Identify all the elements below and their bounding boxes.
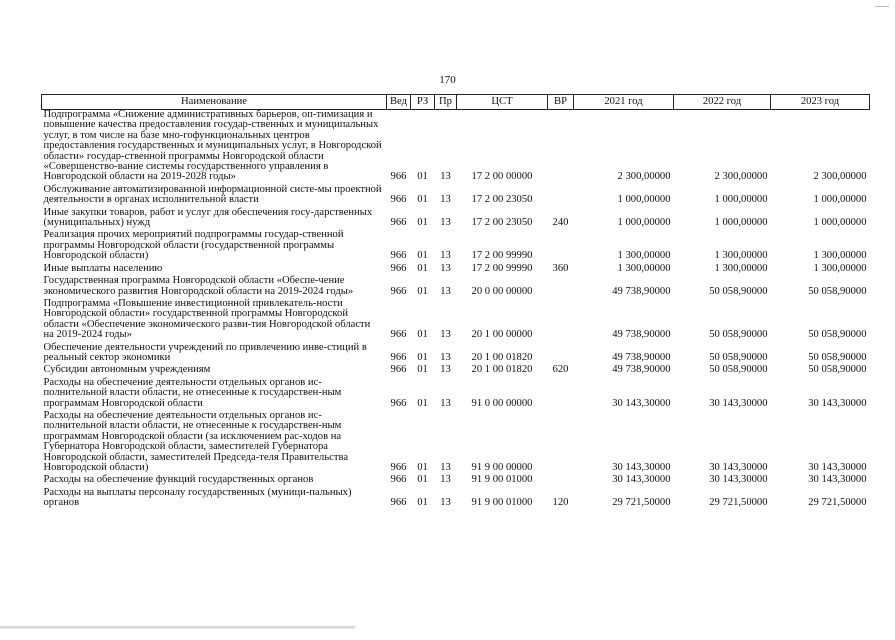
row-rz: 01	[417, 217, 428, 229]
row-cst: 17 2 00 23050	[471, 194, 533, 206]
row-ved: 966	[390, 250, 407, 262]
table-row	[42, 376, 870, 409]
row-amount-2021: 30 143,30000	[612, 462, 671, 473]
row-cst: 91 9 00 01000	[471, 497, 533, 509]
header-2023: 2023 год	[771, 95, 870, 110]
table-row	[42, 409, 870, 473]
row-cst: 91 0 00 00000	[471, 397, 533, 409]
table-row	[42, 228, 870, 261]
row-vr	[548, 228, 574, 261]
row-amount-2023: 50 058,90000	[808, 285, 867, 297]
row-pr: 13	[440, 250, 451, 262]
row-cst: 91 9 00 00000	[471, 462, 533, 473]
row-cst: 17 2 00 99990	[471, 250, 533, 262]
row-amount-2023: 50 058,90000	[808, 329, 867, 341]
row-pr: 13	[440, 474, 451, 486]
row-rz: 01	[417, 351, 428, 363]
table-row	[42, 473, 870, 485]
header-pr: Пр	[435, 95, 457, 110]
row-pr: 13	[440, 364, 451, 376]
row-amount-2021: 49 738,90000	[612, 351, 671, 363]
row-amount-2022: 50 058,90000	[709, 329, 768, 341]
table-row	[42, 486, 870, 509]
row-rz: 01	[417, 397, 428, 409]
row-cst: 20 1 00 01820	[471, 364, 533, 376]
scan-edge-artifact	[0, 626, 355, 629]
row-amount-2021: 49 738,90000	[612, 364, 671, 376]
row-rz: 01	[417, 262, 428, 274]
row-pr: 13	[440, 194, 451, 206]
row-amount-2022: 1 000,00000	[714, 217, 768, 229]
row-amount-2023: 30 143,30000	[808, 462, 867, 473]
row-name: Обслуживание автоматизированной информационной систе-мы проектной деятельности в органах исполнительной власти	[43, 183, 382, 206]
table-row	[42, 206, 870, 229]
row-cst: 20 1 00 00000	[471, 329, 533, 341]
row-vr	[548, 183, 574, 206]
row-amount-2023: 30 143,30000	[808, 397, 867, 409]
row-amount-2021: 2 300,00000	[617, 171, 671, 183]
table-header-row	[42, 95, 870, 110]
row-ved: 966	[390, 497, 407, 509]
row-vr	[548, 110, 574, 183]
header-2021: 2021 год	[574, 95, 674, 110]
row-pr: 13	[440, 171, 451, 183]
row-amount-2022: 50 058,90000	[709, 285, 768, 297]
row-vr	[548, 409, 574, 473]
row-amount-2021: 29 721,50000	[612, 497, 671, 509]
row-vr: 620	[552, 364, 569, 376]
row-name: Иные закупки товаров, работ и услуг для обеспечения госу-дарственных (муниципальных) нужд	[43, 206, 373, 229]
row-name: Субсидии автономным учреждениям	[43, 364, 211, 376]
row-amount-2022: 1 000,00000	[714, 194, 768, 206]
table-row	[42, 110, 870, 183]
row-pr: 13	[440, 217, 451, 229]
row-ved: 966	[390, 329, 407, 341]
row-amount-2022: 1 300,00000	[714, 262, 768, 274]
row-ved: 966	[390, 351, 407, 363]
row-amount-2022: 30 143,30000	[709, 474, 768, 486]
table-row	[42, 262, 870, 274]
row-name: Подпрограмма «Повышение инвестиционной привлекатель-ности Новгородской области» государственной программы Новгородской области «Обеспечение экономического разви-тия Новгородской области на 2019-2024 годы»	[43, 297, 371, 341]
row-pr: 13	[440, 329, 451, 341]
row-name: Подпрограмма «Снижение административных барьеров, оп-тимизация и повышение качества предоставления государ-ственных и муниципальных услуг, в том числе на базе мно-гофункциональных центров предоставления государственных и муниципальных услуг, в Новгородской области» государ-ственной программы Новгородской области «Совершенство-вание системы государственного управления в Новгородской области на 2019-2028 годы»	[43, 109, 382, 183]
row-vr: 360	[552, 262, 569, 274]
row-rz: 01	[417, 329, 428, 341]
row-name: Государственная программа Новгородской области «Обеспе-чение экономического развития Новгородской области на 2019-2024 годы»	[43, 275, 354, 297]
row-ved: 966	[390, 285, 407, 297]
row-cst: 91 9 00 01000	[471, 474, 533, 486]
row-name: Расходы на выплаты персоналу государственных (муници-пальных) органов	[43, 486, 352, 509]
row-amount-2022: 30 143,30000	[709, 397, 768, 409]
row-amount-2022: 50 058,90000	[709, 351, 768, 363]
row-name: Обеспечение деятельности учреждений по привлечению инве-стиций в реальный сектор экономики	[43, 341, 367, 363]
row-vr: 120	[552, 497, 569, 509]
row-name: Реализация прочих мероприятий подпрограммы государ-ственной программы Новгородской области (государственной программы Новгородской области)	[43, 229, 344, 262]
budget-table	[41, 94, 870, 509]
row-rz: 01	[417, 462, 428, 473]
row-amount-2021: 30 143,30000	[612, 474, 671, 486]
row-rz: 01	[417, 474, 428, 486]
row-amount-2021: 49 738,90000	[612, 329, 671, 341]
header-cst: ЦСТ	[457, 95, 548, 110]
row-cst: 17 2 00 00000	[471, 171, 533, 183]
row-vr: 240	[552, 217, 569, 229]
table-row	[42, 341, 870, 364]
row-pr: 13	[440, 351, 451, 363]
row-amount-2022: 2 300,00000	[714, 171, 768, 183]
row-amount-2021: 1 300,00000	[617, 250, 671, 262]
header-name: Наименование	[42, 95, 387, 110]
header-2022: 2022 год	[674, 95, 771, 110]
row-pr: 13	[440, 262, 451, 274]
row-pr: 13	[440, 397, 451, 409]
row-cst: 17 2 00 23050	[471, 217, 533, 229]
row-ved: 966	[390, 262, 407, 274]
row-vr	[548, 297, 574, 341]
table-row	[42, 274, 870, 297]
row-pr: 13	[440, 497, 451, 509]
header-ved: Вед	[387, 95, 411, 110]
row-vr	[548, 473, 574, 485]
row-rz: 01	[417, 285, 428, 297]
row-ved: 966	[390, 364, 407, 376]
row-rz: 01	[417, 194, 428, 206]
row-pr: 13	[440, 285, 451, 297]
header-rz: РЗ	[411, 95, 435, 110]
row-pr: 13	[440, 462, 451, 473]
row-amount-2022: 30 143,30000	[709, 462, 768, 473]
table-row	[42, 297, 870, 341]
row-ved: 966	[390, 474, 407, 486]
row-amount-2023: 1 300,00000	[813, 250, 867, 262]
row-amount-2023: 30 143,30000	[808, 474, 867, 486]
row-rz: 01	[417, 497, 428, 509]
row-ved: 966	[390, 397, 407, 409]
row-ved: 966	[390, 171, 407, 183]
row-amount-2021: 30 143,30000	[612, 397, 671, 409]
row-vr	[548, 274, 574, 297]
table-row	[42, 363, 870, 375]
row-amount-2023: 1 300,00000	[813, 262, 867, 274]
row-name: Иные выплаты населению	[43, 262, 163, 274]
row-amount-2023: 50 058,90000	[808, 364, 867, 376]
scan-corner-mark	[875, 6, 889, 13]
row-amount-2021: 1 000,00000	[617, 217, 671, 229]
row-vr	[548, 376, 574, 409]
row-name: Расходы на обеспечение деятельности отдельных органов ис-полнительной власти области, не отнесенные к государствен-ным программам Новгородской области	[43, 376, 342, 409]
row-cst: 20 0 00 00000	[471, 285, 533, 297]
row-cst: 17 2 00 99990	[471, 262, 533, 274]
row-name: Расходы на обеспечение функций государственных органов	[43, 474, 314, 486]
row-amount-2021: 1 300,00000	[617, 262, 671, 274]
row-ved: 966	[390, 462, 407, 473]
row-cst: 20 1 00 01820	[471, 351, 533, 363]
table-row	[42, 183, 870, 206]
row-ved: 966	[390, 194, 407, 206]
row-amount-2023: 2 300,00000	[813, 171, 867, 183]
row-ved: 966	[390, 217, 407, 229]
row-amount-2022: 1 300,00000	[714, 250, 768, 262]
row-rz: 01	[417, 250, 428, 262]
row-amount-2023: 1 000,00000	[813, 217, 867, 229]
row-rz: 01	[417, 171, 428, 183]
row-amount-2022: 29 721,50000	[709, 497, 768, 509]
row-amount-2021: 1 000,00000	[617, 194, 671, 206]
row-amount-2022: 50 058,90000	[709, 364, 768, 376]
row-vr	[548, 341, 574, 364]
row-amount-2023: 1 000,00000	[813, 194, 867, 206]
page-number: 170	[439, 74, 456, 86]
row-rz: 01	[417, 364, 428, 376]
row-amount-2023: 50 058,90000	[808, 351, 867, 363]
header-vr: ВР	[548, 95, 574, 110]
row-name: Расходы на обеспечение деятельности отдельных органов ис-полнительной власти области, не отнесенные к государствен-ным программам Новгородской области (за исключением рас-ходов на Губернатора Новгородской области, заместителей Губернатора Новгородской области, заместителей Председа-теля Правительства Новгородской области)	[43, 409, 349, 473]
row-amount-2023: 29 721,50000	[808, 497, 867, 509]
row-amount-2021: 49 738,90000	[612, 285, 671, 297]
